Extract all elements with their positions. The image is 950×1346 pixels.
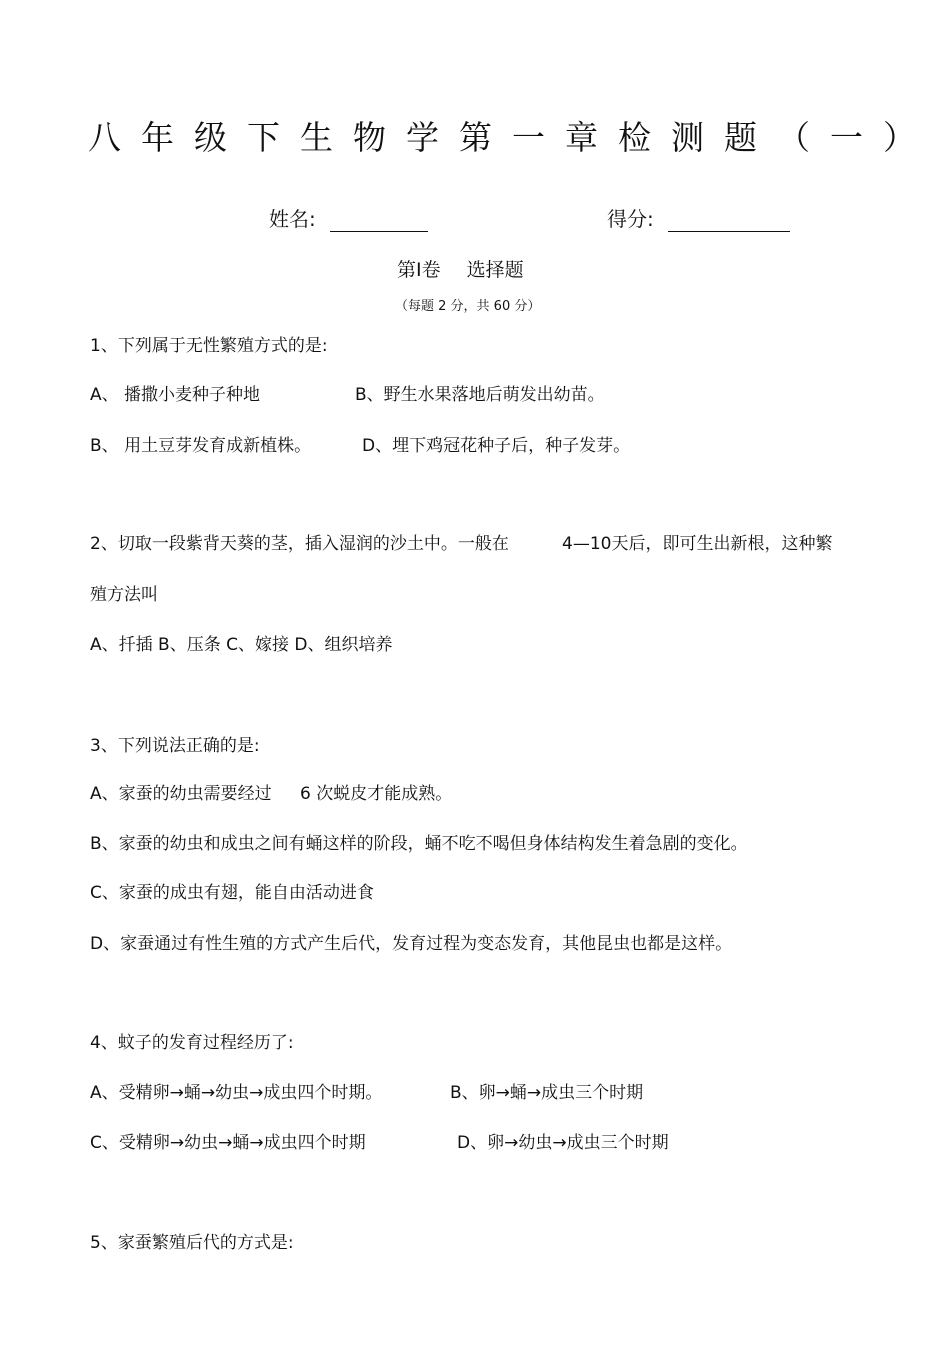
page-title: 八年级下生物学第一章检测题（一） [88,118,936,157]
question-2-stem-line2: 殖方法叫 [90,585,158,605]
question-5-stem: 5、家蚕繁殖后代的方式是: [90,1233,294,1253]
name-blank[interactable] [330,209,428,232]
question-1-option-a: A、 播撒小麦种子种地 [90,385,261,405]
question-2-stem-part2: 4—10天后，即可生出新根，这种繁 [562,534,833,554]
question-4-option-c: C、受精卵→幼虫→蛹→成虫四个时期 [90,1133,366,1153]
question-3-option-a-part1: A、家蚕的幼虫需要经过 [90,784,272,804]
question-1-option-c: B、 用土豆芽发育成新植株。 [90,436,312,456]
question-4-option-b: B、卵→蛹→成虫三个时期 [450,1083,644,1103]
score-label: 得分: [607,207,654,231]
name-label: 姓名: [269,207,316,231]
section-subtitle: （每题 2 分，共 60 分） [395,299,541,314]
section-title [397,255,524,282]
question-1-option-d: D、埋下鸡冠花种子后，种子发芽。 [362,436,631,456]
question-3-option-c: C、家蚕的成虫有翅，能自由活动进食 [90,883,374,903]
name-field [269,203,428,232]
question-4-option-d: D、卵→幼虫→成虫三个时期 [457,1133,669,1153]
question-1-option-b: B、野生水果落地后萌发出幼苗。 [355,385,605,405]
question-2-stem-part1: 2、切取一段紫背天葵的茎，插入湿润的沙土中。一般在 [90,534,509,554]
section-title-volume: 第Ⅰ卷 [397,259,441,281]
section-title-type: 选择题 [466,259,524,281]
score-field [607,203,790,232]
question-3-stem: 3、下列说法正确的是: [90,736,260,756]
question-3-option-b: B、家蚕的幼虫和成虫之间有蛹这样的阶段，蛹不吃不喝但身体结构发生着急剧的变化。 [90,834,748,854]
question-1-stem: 1、下列属于无性繁殖方式的是: [90,336,328,356]
question-2-options: A、扦插 B、压条 C、嫁接 D、组织培养 [90,635,393,655]
score-blank[interactable] [668,209,790,232]
question-4-option-a: A、受精卵→蛹→幼虫→成虫四个时期。 [90,1083,383,1103]
question-3-option-a-part2: 6 次蜕皮才能成熟。 [300,784,453,804]
question-4-stem: 4、蚊子的发育过程经历了: [90,1033,294,1053]
question-3-option-d: D、家蚕通过有性生殖的方式产生后代，发育过程为变态发育，其他昆虫也都是这样。 [90,934,733,954]
